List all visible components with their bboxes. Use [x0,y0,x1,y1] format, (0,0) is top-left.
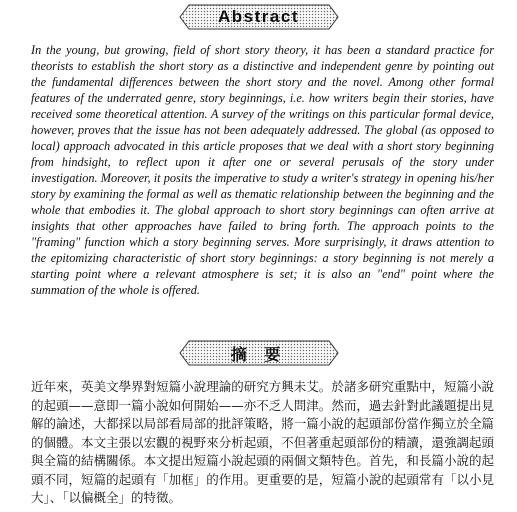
chinese-abstract-paragraph: 近年來，英美文學界對短篇小說理論的研究方興未艾。於諸多研究重點中，短篇小說的起頭——意即一篇小說如何開始——亦不乏人問津。然而，過去針對此議題提出見解的論述，大都採以局部看局部的批評策略，將一篇小說的起頭部份當作獨立於全篇的個體。本文主張以宏觀的視野來分析起頭，不但著重起頭部份的精讀，還強調起頭與全篇的結構關係。本文提出短篇小說起頭的兩個文類特色。首先，和長篇小說的起頭不同，短篇的起頭有「加框」的作用。更重要的是，短篇小說的起頭常有「以小見大」、「以偏概全」的特徵。 [31,379,494,505]
english-abstract-paragraph: In the young, but growing, field of short story theory, it has been a standard practice for theorists to establish the short story as a distinctive and independent genre by pointing out the fundamental differences between the short story and the novel. Among other formal features of the underrated genre, story beginnings, i.e. how writers begin their stories, have received some theoretical attention. A survey of the writings on this particular formal device, however, proves that the issue has not been adequately addressed. The global (as opposed to local) approach advocated in this article proposes that we deal with a short story beginning from hindsight, to reflect upon it after one or several perusals of the story under investigation. Moreover, it posits the imperative to study a writer's strategy in opening his/her story by examining the formal as well as thematic relationship between the beginning and the whole that embodies it. The global approach to short story beginnings can often arrive at insights that other approaches have failed to bring forth. The approach points to the "framing" function which a story beginning serves. More surprisingly, it draws attention to the epitomizing characteristic of short story beginnings: a story beginning is not merely a starting point where a relevant atmosphere is set; it is also an "end" point where the summation of the whole is offered. [31,43,494,297]
abstract-heading: Abstract [218,7,299,26]
chinese-abstract-heading-banner [179,340,339,366]
chinese-abstract-heading: 摘 要 [230,344,287,364]
abstract-heading-banner [179,4,339,30]
